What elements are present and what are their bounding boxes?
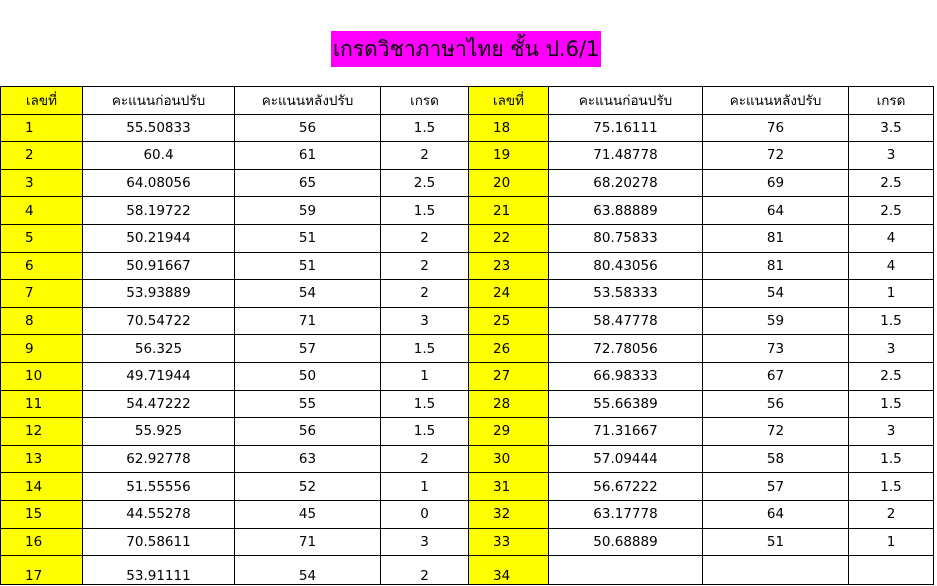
score-after-cell[interactable]: 45 bbox=[235, 500, 381, 528]
table-body bbox=[1, 114, 934, 585]
score-before-cell[interactable]: 62.92778 bbox=[83, 445, 235, 473]
grade-cell[interactable]: 3 bbox=[849, 418, 934, 446]
score-after-cell[interactable]: 54 bbox=[235, 556, 381, 585]
score-after-cell[interactable]: 51 bbox=[703, 528, 849, 556]
score-before-cell[interactable]: 70.58611 bbox=[83, 528, 235, 556]
student-number-cell[interactable]: 1 bbox=[1, 114, 83, 142]
score-after-cell[interactable]: 56 bbox=[235, 114, 381, 142]
grade-cell[interactable]: 4 bbox=[849, 252, 934, 280]
grade-cell[interactable]: 1.5 bbox=[381, 197, 469, 225]
grade-cell[interactable]: 1.5 bbox=[849, 390, 934, 418]
grade-cell[interactable]: 1 bbox=[849, 528, 934, 556]
score-before-cell[interactable]: 53.91111 bbox=[83, 556, 235, 585]
score-after-cell[interactable]: 64 bbox=[703, 197, 849, 225]
grade-cell[interactable]: 2.5 bbox=[849, 197, 934, 225]
score-after-cell[interactable]: 59 bbox=[703, 307, 849, 335]
grade-cell[interactable]: 3 bbox=[849, 142, 934, 170]
score-after-cell[interactable]: 65 bbox=[235, 169, 381, 197]
grade-cell[interactable] bbox=[849, 556, 934, 585]
score-before-cell[interactable]: 53.93889 bbox=[83, 280, 235, 308]
grade-cell[interactable]: 2 bbox=[381, 142, 469, 170]
table-row bbox=[1, 252, 934, 280]
student-number-cell[interactable]: 15 bbox=[1, 500, 83, 528]
sheet-title: เกรดวิชาภาษาไทย ชั้น ป.6/1 bbox=[331, 31, 601, 67]
score-before-cell[interactable]: 51.55556 bbox=[83, 473, 235, 501]
student-number-cell[interactable]: 28 bbox=[469, 390, 549, 418]
score-before-cell[interactable]: 80.43056 bbox=[549, 252, 703, 280]
table-row bbox=[1, 197, 934, 225]
grade-cell[interactable]: 2.5 bbox=[849, 169, 934, 197]
table-row bbox=[1, 528, 934, 556]
student-number-cell[interactable]: 21 bbox=[469, 197, 549, 225]
score-after-cell[interactable]: 54 bbox=[235, 280, 381, 308]
score-before-cell[interactable]: 80.75833 bbox=[549, 224, 703, 252]
score-after-cell[interactable]: 64 bbox=[703, 500, 849, 528]
score-after-cell[interactable]: 67 bbox=[703, 362, 849, 390]
header-grade-left[interactable]: เกรด bbox=[381, 87, 469, 115]
student-number-cell[interactable]: 22 bbox=[469, 224, 549, 252]
score-after-cell[interactable]: 72 bbox=[703, 142, 849, 170]
score-after-cell[interactable]: 76 bbox=[703, 114, 849, 142]
student-number-cell[interactable]: 2 bbox=[1, 142, 83, 170]
student-number-cell[interactable]: 12 bbox=[1, 418, 83, 446]
grade-cell[interactable]: 1.5 bbox=[381, 335, 469, 363]
grade-cell[interactable]: 2 bbox=[849, 500, 934, 528]
student-number-cell[interactable]: 7 bbox=[1, 280, 83, 308]
score-before-cell[interactable]: 50.68889 bbox=[549, 528, 703, 556]
score-before-cell[interactable]: 70.54722 bbox=[83, 307, 235, 335]
score-after-cell[interactable]: 56 bbox=[235, 418, 381, 446]
score-before-cell[interactable]: 57.09444 bbox=[549, 445, 703, 473]
grade-cell[interactable]: 2 bbox=[381, 280, 469, 308]
score-after-cell[interactable]: 71 bbox=[235, 528, 381, 556]
header-after-left[interactable]: คะแนนหลังปรับ bbox=[235, 87, 381, 115]
score-before-cell[interactable]: 60.4 bbox=[83, 142, 235, 170]
score-before-cell[interactable]: 55.66389 bbox=[549, 390, 703, 418]
table-row bbox=[1, 142, 934, 170]
table-row bbox=[1, 362, 934, 390]
header-before-left[interactable]: คะแนนก่อนปรับ bbox=[83, 87, 235, 115]
grade-cell[interactable]: 2 bbox=[381, 252, 469, 280]
score-before-cell[interactable]: 58.19722 bbox=[83, 197, 235, 225]
table-row bbox=[1, 390, 934, 418]
score-after-cell[interactable]: 73 bbox=[703, 335, 849, 363]
student-number-cell[interactable]: 17 bbox=[1, 556, 83, 585]
student-number-cell[interactable]: 24 bbox=[469, 280, 549, 308]
score-before-cell[interactable]: 55.925 bbox=[83, 418, 235, 446]
score-before-cell[interactable]: 54.47222 bbox=[83, 390, 235, 418]
score-before-cell[interactable]: 64.08056 bbox=[83, 169, 235, 197]
grade-cell[interactable]: 1.5 bbox=[381, 390, 469, 418]
score-before-cell[interactable]: 44.55278 bbox=[83, 500, 235, 528]
table-row bbox=[1, 500, 934, 528]
score-before-cell[interactable]: 68.20278 bbox=[549, 169, 703, 197]
score-before-cell[interactable]: 53.58333 bbox=[549, 280, 703, 308]
score-after-cell[interactable]: 59 bbox=[235, 197, 381, 225]
score-after-cell[interactable]: 57 bbox=[703, 473, 849, 501]
score-before-cell[interactable]: 50.91667 bbox=[83, 252, 235, 280]
table-row bbox=[1, 114, 934, 142]
student-number-cell[interactable]: 18 bbox=[469, 114, 549, 142]
student-number-cell[interactable]: 20 bbox=[469, 169, 549, 197]
score-after-cell[interactable]: 58 bbox=[703, 445, 849, 473]
student-number-cell[interactable]: 11 bbox=[1, 390, 83, 418]
grade-cell[interactable]: 0 bbox=[381, 500, 469, 528]
student-number-cell[interactable]: 26 bbox=[469, 335, 549, 363]
grade-cell[interactable]: 2.5 bbox=[381, 169, 469, 197]
grade-cell[interactable]: 2 bbox=[381, 445, 469, 473]
student-number-cell[interactable]: 19 bbox=[469, 142, 549, 170]
student-number-cell[interactable]: 8 bbox=[1, 307, 83, 335]
score-after-cell[interactable]: 63 bbox=[235, 445, 381, 473]
score-after-cell[interactable]: 54 bbox=[703, 280, 849, 308]
table-row bbox=[1, 335, 934, 363]
grade-cell[interactable]: 1 bbox=[849, 280, 934, 308]
score-after-cell[interactable]: 52 bbox=[235, 473, 381, 501]
score-after-cell[interactable]: 81 bbox=[703, 224, 849, 252]
table-row bbox=[1, 445, 934, 473]
score-before-cell[interactable]: 75.16111 bbox=[549, 114, 703, 142]
table-row bbox=[1, 169, 934, 197]
table-row bbox=[1, 418, 934, 446]
score-after-cell[interactable]: 72 bbox=[703, 418, 849, 446]
grade-cell[interactable]: 1.5 bbox=[849, 445, 934, 473]
score-after-cell[interactable] bbox=[703, 556, 849, 585]
score-after-cell[interactable]: 56 bbox=[703, 390, 849, 418]
score-before-cell[interactable] bbox=[549, 556, 703, 585]
grade-cell[interactable]: 4 bbox=[849, 224, 934, 252]
student-number-cell[interactable]: 9 bbox=[1, 335, 83, 363]
grade-cell[interactable]: 1 bbox=[381, 362, 469, 390]
header-row bbox=[1, 87, 934, 115]
score-before-cell[interactable]: 56.325 bbox=[83, 335, 235, 363]
score-before-cell[interactable]: 72.78056 bbox=[549, 335, 703, 363]
student-number-cell[interactable]: 31 bbox=[469, 473, 549, 501]
student-number-cell[interactable]: 10 bbox=[1, 362, 83, 390]
table-row bbox=[1, 280, 934, 308]
grade-cell[interactable]: 3.5 bbox=[849, 114, 934, 142]
grades-table bbox=[0, 86, 934, 585]
score-after-cell[interactable]: 69 bbox=[703, 169, 849, 197]
header-number-left[interactable]: เลขที่ bbox=[1, 87, 83, 115]
score-before-cell[interactable]: 55.50833 bbox=[83, 114, 235, 142]
score-before-cell[interactable]: 71.48778 bbox=[549, 142, 703, 170]
score-before-cell[interactable]: 56.67222 bbox=[549, 473, 703, 501]
grade-cell[interactable]: 3 bbox=[849, 335, 934, 363]
grade-cell[interactable]: 1 bbox=[381, 473, 469, 501]
table-row bbox=[1, 556, 934, 585]
student-number-cell[interactable]: 14 bbox=[1, 473, 83, 501]
score-after-cell[interactable]: 50 bbox=[235, 362, 381, 390]
student-number-cell[interactable]: 33 bbox=[469, 528, 549, 556]
grade-cell[interactable]: 1.5 bbox=[381, 418, 469, 446]
table-row bbox=[1, 224, 934, 252]
grade-cell[interactable]: 1.5 bbox=[381, 114, 469, 142]
score-after-cell[interactable]: 61 bbox=[235, 142, 381, 170]
student-number-cell[interactable]: 30 bbox=[469, 445, 549, 473]
score-after-cell[interactable]: 71 bbox=[235, 307, 381, 335]
student-number-cell[interactable]: 3 bbox=[1, 169, 83, 197]
student-number-cell[interactable]: 29 bbox=[469, 418, 549, 446]
student-number-cell[interactable]: 34 bbox=[469, 556, 549, 585]
student-number-cell[interactable]: 25 bbox=[469, 307, 549, 335]
header-grade-right[interactable]: เกรด bbox=[849, 87, 934, 115]
grade-cell[interactable]: 2 bbox=[381, 224, 469, 252]
student-number-cell[interactable]: 16 bbox=[1, 528, 83, 556]
score-before-cell[interactable]: 66.98333 bbox=[549, 362, 703, 390]
header-number-right[interactable]: เลขที่ bbox=[469, 87, 549, 115]
student-number-cell[interactable]: 6 bbox=[1, 252, 83, 280]
score-after-cell[interactable]: 51 bbox=[235, 224, 381, 252]
score-before-cell[interactable]: 58.47778 bbox=[549, 307, 703, 335]
score-before-cell[interactable]: 71.31667 bbox=[549, 418, 703, 446]
score-before-cell[interactable]: 50.21944 bbox=[83, 224, 235, 252]
student-number-cell[interactable]: 5 bbox=[1, 224, 83, 252]
student-number-cell[interactable]: 32 bbox=[469, 500, 549, 528]
table-row bbox=[1, 473, 934, 501]
header-before-right[interactable]: คะแนนก่อนปรับ bbox=[549, 87, 703, 115]
header-after-right[interactable]: คะแนนหลังปรับ bbox=[703, 87, 849, 115]
score-after-cell[interactable]: 81 bbox=[703, 252, 849, 280]
grade-cell[interactable]: 3 bbox=[381, 528, 469, 556]
score-after-cell[interactable]: 55 bbox=[235, 390, 381, 418]
table-row bbox=[1, 307, 934, 335]
score-before-cell[interactable]: 63.17778 bbox=[549, 500, 703, 528]
score-after-cell[interactable]: 57 bbox=[235, 335, 381, 363]
grade-cell[interactable]: 2.5 bbox=[849, 362, 934, 390]
score-before-cell[interactable]: 49.71944 bbox=[83, 362, 235, 390]
student-number-cell[interactable]: 13 bbox=[1, 445, 83, 473]
score-before-cell[interactable]: 63.88889 bbox=[549, 197, 703, 225]
grade-cell[interactable]: 1.5 bbox=[849, 307, 934, 335]
grade-cell[interactable]: 3 bbox=[381, 307, 469, 335]
student-number-cell[interactable]: 27 bbox=[469, 362, 549, 390]
grade-cell[interactable]: 1.5 bbox=[849, 473, 934, 501]
student-number-cell[interactable]: 4 bbox=[1, 197, 83, 225]
grade-cell[interactable]: 2 bbox=[381, 556, 469, 585]
score-after-cell[interactable]: 51 bbox=[235, 252, 381, 280]
student-number-cell[interactable]: 23 bbox=[469, 252, 549, 280]
